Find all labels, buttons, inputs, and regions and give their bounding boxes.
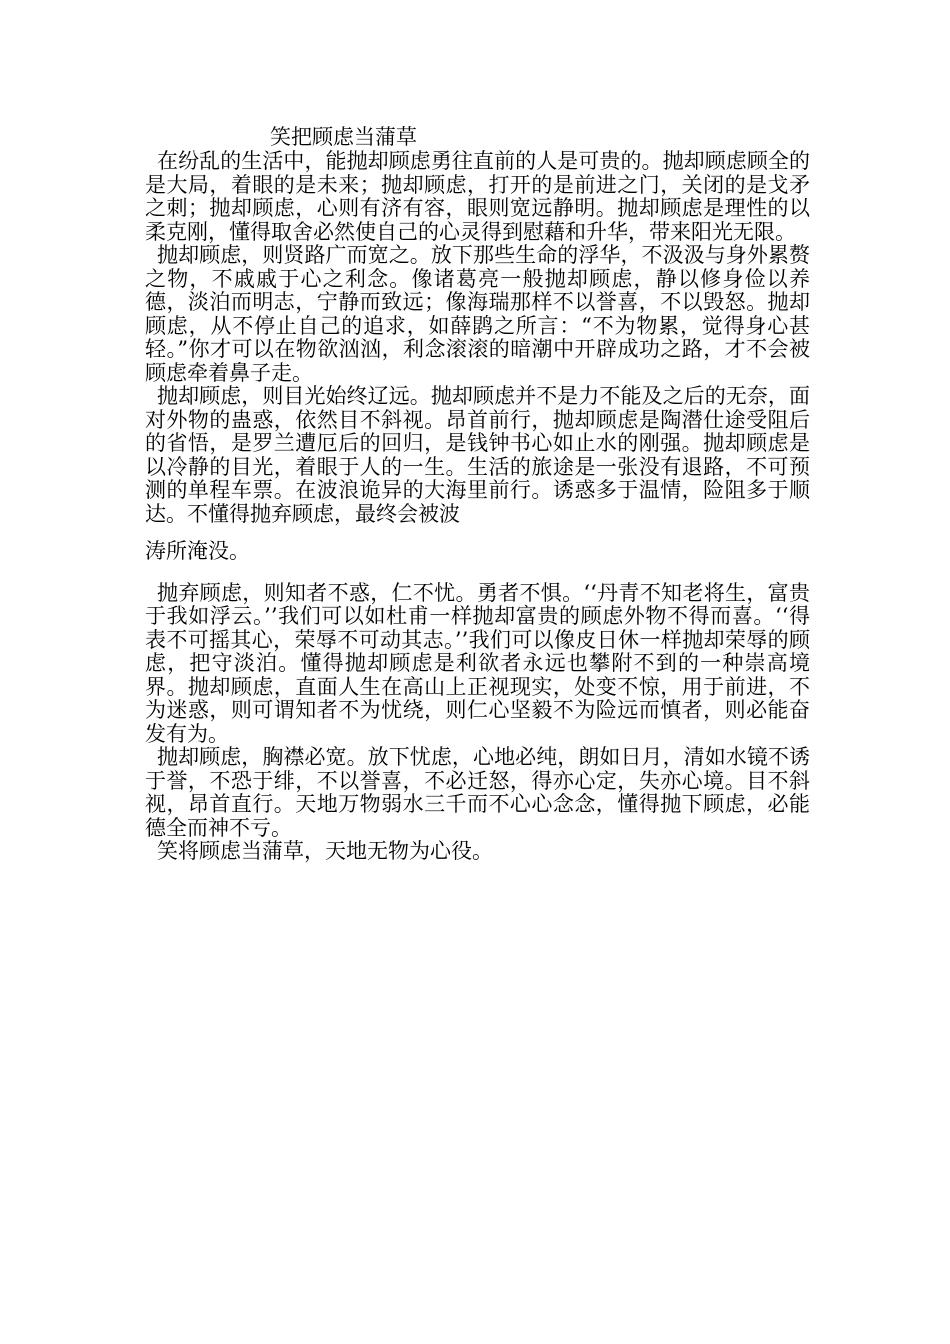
- paragraph-4: 抛弃顾虑，则知者不惑，仁不忧。勇者不惧。‘‘丹青不知老将生，富贵于我如浮云。’’我们可以如杜甫一样抛却富贵的顾虑外物不得而喜。‘‘得表不可摇其心，荣辱不可动其志。’’我们可以像皮日休一样抛却荣辱的顾虑，把守淡泊。懂得抛却顾虑是利欲者永远也攀附不到的一种崇高境界。抛却顾虑，直面人生在高山上正视现实，处变不惊，用于前进，不为迷惑，则可谓知者不为忧绕，则仁心坚毅不为险远而慎者，则必能奋发有为。: [145, 580, 810, 746]
- paragraph-2: 抛却顾虑，则贤路广而宽之。放下那些生命的浮华，不汲汲与身外累赘之物，不戚戚于心之利念。像诸葛亮一般抛却顾虑，静以修身俭以养德，淡泊而明志，宁静而致远；像海瑞那样不以誉喜，不以毁怒。抛却顾虑，从不停止自己的追求，如薛鹍之所言：“不为物累，觉得身心甚轻。”你才可以在物欲汹汹，利念滚滚的暗潮中开辟成功之路，才不会被顾虑牵着鼻子走。: [145, 243, 810, 385]
- document-title: 笑把顾虑当蒲草: [270, 125, 417, 149]
- paragraph-5: 抛却顾虑，胸襟必宽。放下忧虑，心地必纯，朗如日月，清如水镜不诱于誉，不恐于绯，不以誉喜，不必迁怒，得亦心定，失亦心境。目不斜视，昂首直行。天地万物弱水三千而不心心念念，懂得抛下顾虑，必能德全而神不亏。: [145, 745, 810, 840]
- paragraph-1: 在纷乱的生活中，能抛却顾虑勇往直前的人是可贵的。抛却顾虑顾全的是大局，着眼的是未来；抛却顾虑，打开的是前进之门，关闭的是戈矛之刺；抛却顾虑，心则有济有容，眼则宽远静明。抛却顾虑是理性的以柔克刚，懂得取舍必然使自己的心灵得到慰藉和升华，带来阳光无限。: [145, 149, 810, 244]
- paragraph-3-main: 抛却顾虑，则目光始终辽远。抛却顾虑并不是力不能及之后的无奈，面对外物的蛊惑，依然目不斜视。昂首前行，抛却顾虑是陶潜仕途受阻后的省悟，是罗兰遭厄后的回归，是钱钟书心如止水的刚强。抛却顾虑是以冷静的目光，着眼于人的一生。生活的旅途是一张没有退路，不可预测的单程车票。在波浪诡异的大海里前行。诱惑多于温情，险阻多于顺达。不懂得抛弃顾虑，最终会被波: [145, 384, 810, 526]
- paragraph-3-tail: 涛所淹没。: [145, 539, 250, 563]
- paragraph-3: [145, 385, 810, 564]
- paragraph-6: 笑将顾虑当蒲草，天地无物为心役。: [157, 839, 493, 863]
- document-body: [145, 150, 810, 864]
